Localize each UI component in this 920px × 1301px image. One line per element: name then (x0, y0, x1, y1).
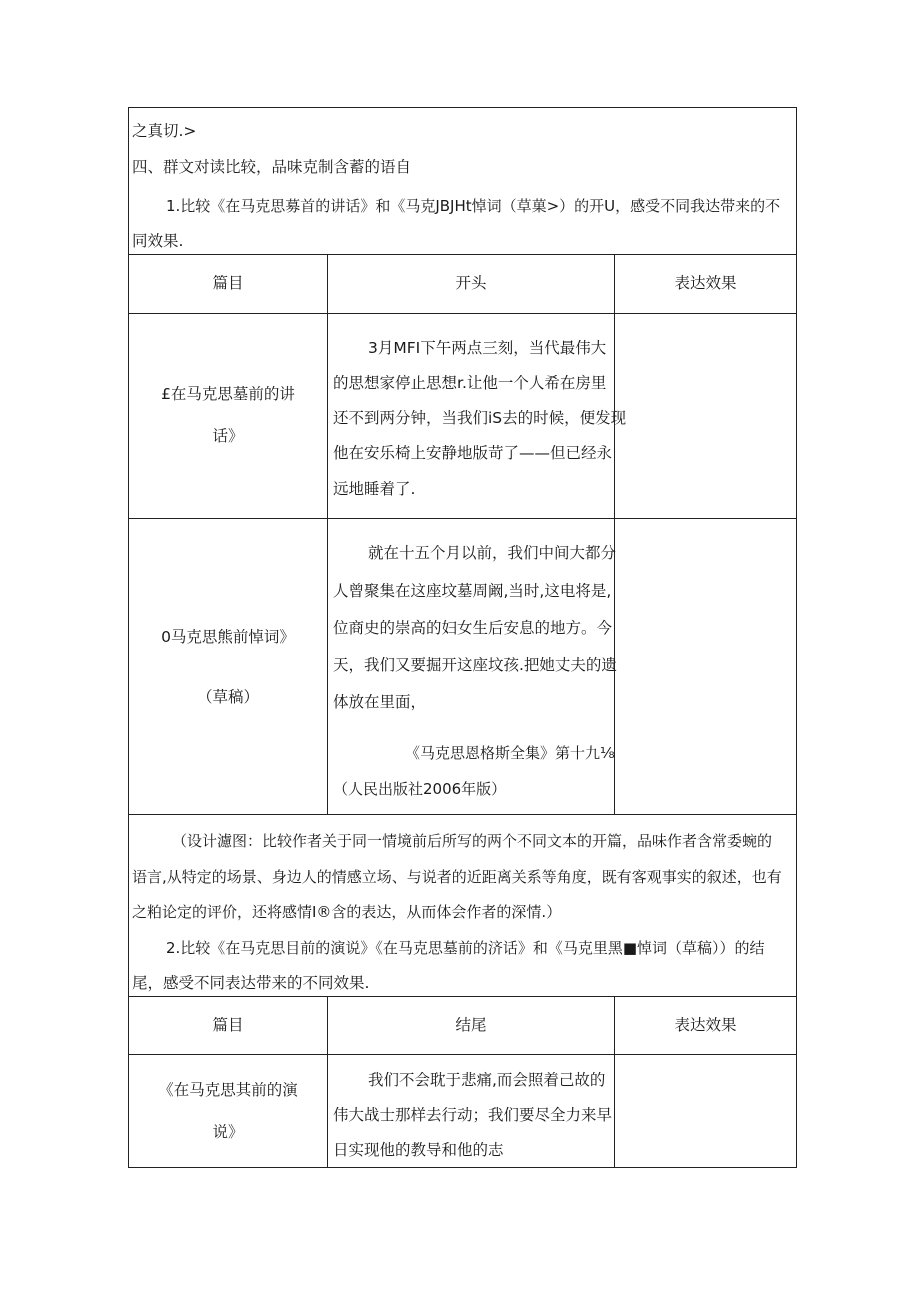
outer-border-right (796, 107, 797, 1168)
design-note-line2: 语言,从特定的场景、身边人的情感立场、与说者的近距离关系等角度，既有客观事实的叙述，也有 (132, 868, 782, 886)
table1-col-divider-2 (614, 254, 615, 814)
table2-top-border (128, 996, 797, 997)
table1-header-title: 篇目 (212, 274, 244, 292)
table2-header-effect: 表达效果 (674, 1016, 737, 1034)
table1-row1-content-line3: 还不到两分钟，当我们iS去的时候，便发现 (333, 409, 627, 427)
table1-row1-content-line2: 的思想家停止思想r.让他一个人希在房里 (333, 374, 607, 392)
table2-row1-content-line2: 伟大战士那样去行动；我们要尽全力来早 (333, 1106, 613, 1124)
table2-row1-title-line1: 《在马克思其前的演 (158, 1081, 298, 1099)
table2-header-content: 结尾 (455, 1016, 487, 1034)
table2-header-title: 篇目 (212, 1016, 244, 1034)
outer-border-top (128, 107, 797, 108)
table1-header-content: 开头 (455, 274, 487, 292)
design-note-line3: 之粕论定的评价，还将感情I®含的表达，从而体会作者的深情.） (132, 903, 562, 921)
table1-col-divider-1 (327, 254, 328, 814)
table2-row1-content-line3: 日实现他的教导和他的志 (333, 1141, 504, 1159)
table1-row2-title-line1: 0马克思熊前悼词》 (161, 628, 295, 646)
outer-border-bottom (128, 1167, 797, 1168)
section-heading: 四、群文对读比较，品味克制含蓄的语自 (132, 158, 412, 176)
table1-top-border (128, 254, 797, 255)
table1-bottom-border (128, 814, 797, 815)
design-note-line1: （设计濾图：比较作者关于同一情境前后所写的两个不同文本的开篇，品味作者含常委蜿的 (172, 832, 773, 850)
table1-header-divider (128, 313, 797, 314)
task2-line-2: 尾，感受不同表达带来的不同效果. (132, 974, 370, 992)
table1-row1-title-line1: £在马克思墓前的讲 (161, 385, 295, 403)
table2-row1-title-line2: 说》 (212, 1123, 244, 1141)
table1-row2-source-line2: （人民出版社2006年版） (333, 780, 507, 798)
table1-row2-content-line5: 体放在里面， (333, 693, 427, 711)
table1-row2-content-line3: 位商史的崇高的妇女生后安息的地方。今 (333, 619, 613, 637)
table1-row2-source-line1: 《马克思恩格斯全集》第十九⅛ (405, 744, 615, 762)
table1-row1-content-line4: 他在安乐椅上安静地版苛了——但已经永 (333, 444, 613, 462)
table1-row2-content-line2: 人曾聚集在这座坟墓周阚,当时,这电将是, (333, 582, 612, 600)
table1-row1-title-line2: 话》 (212, 427, 244, 445)
table1-row2-content-line1: 就在十五个月以前，我们中间大都分 (368, 544, 617, 562)
table1-row2-content-line4: 天，我们又要掘开这座坟孩.把她丈夫的遗 (333, 656, 617, 674)
table1-header-effect: 表达效果 (674, 274, 737, 292)
task1-line-1: 1.比较《在马克思募首的讲话》和《马克JBJHt悼词（草菓>）的开U，感受不同我达带来的不 (166, 197, 781, 215)
task1-line-2: 同效果. (132, 232, 184, 250)
table1-row1-content-line5: 远地睡着了. (333, 480, 416, 498)
task2-line-1: 2.比较《在马克思目前的演说》《在马克思墓前的济话》和《马克里黑■悼词（草稿））的结 (166, 939, 765, 957)
table1-row1-content-line1: 3月MFI下午两点三刻，当代最伟大 (368, 339, 607, 357)
table2-row1-content-line1: 我们不会耽于悲痛,而会照着己故的 (368, 1071, 606, 1089)
intro-line: 之真切.> (132, 122, 197, 140)
table2-header-divider (128, 1054, 797, 1055)
table1-row-divider (128, 518, 797, 519)
table1-row2-title-line2: （草稿） (196, 688, 259, 706)
